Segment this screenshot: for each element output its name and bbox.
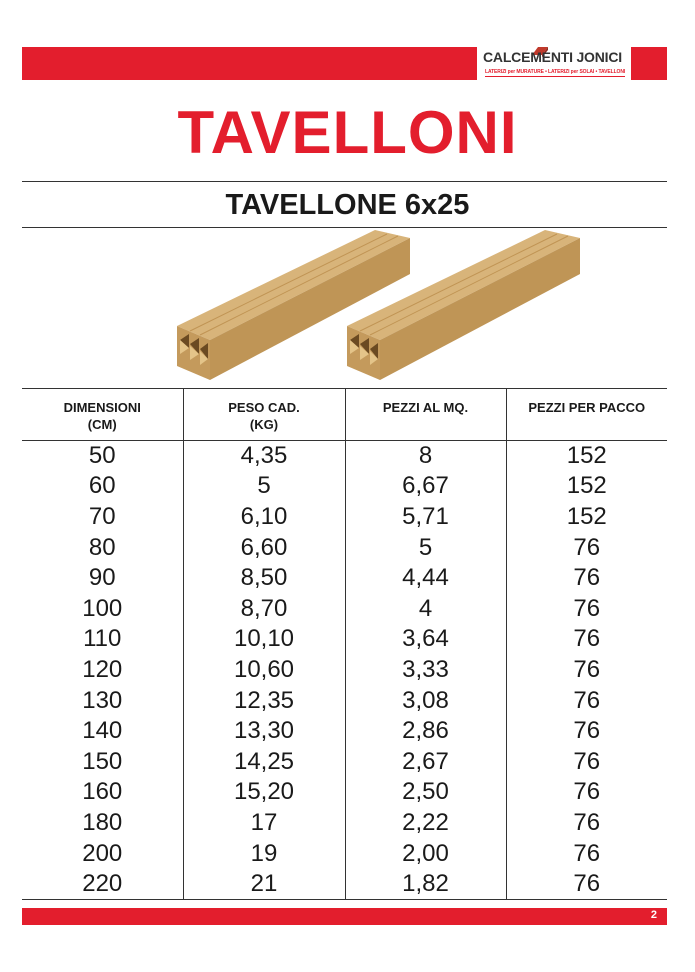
table-cell: 4: [345, 593, 506, 624]
table-cell: 3,64: [345, 624, 506, 655]
header-dimensioni: DIMENSIONI (CM): [22, 389, 183, 441]
table-cell: 152: [506, 502, 667, 533]
table-cell: 76: [506, 532, 667, 563]
table-cell: 130: [82, 686, 123, 714]
table-cell: 14,25: [183, 746, 345, 777]
table-cell: 60: [88, 472, 116, 500]
table-cell: 8,50: [183, 563, 345, 594]
table-cell: 5: [183, 471, 345, 502]
table-cell: 10,10: [183, 624, 345, 655]
table-row: [22, 838, 667, 869]
table-cell: 2,22: [345, 808, 506, 839]
table-cell: 120: [82, 655, 123, 683]
table-cell: 76: [506, 716, 667, 747]
table-row: [22, 532, 667, 563]
table-header-row: [22, 389, 667, 441]
table-row: [22, 563, 667, 594]
table-cell: 8,70: [183, 593, 345, 624]
table-cell: 76: [506, 655, 667, 686]
table-row: [22, 502, 667, 533]
table-cell: 76: [506, 838, 667, 869]
table-cell: 80: [88, 533, 116, 561]
table-cell: 140: [82, 717, 123, 745]
table-cell: 90: [88, 564, 116, 592]
table-cell: 15,20: [183, 777, 345, 808]
table-row: [22, 746, 667, 777]
table-cell: 76: [506, 808, 667, 839]
table-cell: 2,50: [345, 777, 506, 808]
table-cell: 2,00: [345, 838, 506, 869]
logo-text: CALCEMENTI JONICI: [483, 49, 622, 65]
table-cell: 76: [506, 777, 667, 808]
table-row: [22, 777, 667, 808]
table-cell: 10,60: [183, 655, 345, 686]
page-title: TAVELLONI: [177, 99, 518, 166]
table-cell: 21: [183, 869, 345, 900]
table-cell: 152: [506, 471, 667, 502]
table-cell: 1,82: [345, 869, 506, 900]
table-cell: 110: [83, 625, 122, 653]
table-cell: 3,08: [345, 685, 506, 716]
table-row: [22, 624, 667, 655]
table-row: [22, 655, 667, 686]
bottom-red-bar: [22, 908, 667, 925]
table-cell: 8: [345, 441, 506, 472]
table-cell: 200: [82, 839, 123, 867]
table-cell: 4,44: [345, 563, 506, 594]
table-cell: 3,33: [345, 655, 506, 686]
table-cell: 6,67: [345, 471, 506, 502]
table-cell: 4,35: [183, 441, 345, 472]
table-row: [22, 808, 667, 839]
table-cell: 76: [506, 593, 667, 624]
header-pezzi-mq: PEZZI AL MQ.: [345, 389, 506, 441]
table-cell: 50: [88, 442, 116, 470]
table-cell: 6,60: [183, 532, 345, 563]
title-rule-top: [22, 181, 667, 182]
header-pezzi-pacco: PEZZI PER PACCO: [506, 389, 667, 441]
table-cell: 220: [22, 869, 183, 900]
table-row: [22, 441, 667, 472]
table-cell: 5: [345, 532, 506, 563]
table-cell: 76: [506, 624, 667, 655]
table-cell: 13,30: [183, 716, 345, 747]
table-row: [22, 593, 667, 624]
table-cell: 180: [82, 808, 123, 836]
table-cell: 150: [82, 747, 123, 775]
table-cell: 19: [183, 838, 345, 869]
table-cell: 70: [88, 502, 116, 530]
table-cell: 2,86: [345, 716, 506, 747]
company-logo: [477, 44, 631, 84]
table-cell: 2,67: [345, 746, 506, 777]
logo-underline: [485, 76, 625, 77]
table-row: [22, 685, 667, 716]
table-cell: 152: [506, 441, 667, 472]
table-cell: 76: [506, 746, 667, 777]
table-row: [22, 471, 667, 502]
table-cell: 5,71: [345, 502, 506, 533]
table-row: [22, 869, 667, 900]
table-cell: 6,10: [183, 502, 345, 533]
page-number: 2: [650, 909, 657, 921]
tavellone-product-image-2: [335, 228, 585, 384]
product-subtitle: TAVELLONE 6x25: [225, 189, 470, 221]
table-cell: 76: [506, 685, 667, 716]
table-cell: 76: [506, 563, 667, 594]
logo-tagline: LATERIZI per MURATURE • LATERIZI per SOLAI • TAVELLONI: [485, 69, 625, 75]
table-row: [22, 716, 667, 747]
specification-table: [22, 388, 667, 900]
table-cell: 12,35: [183, 685, 345, 716]
table-cell: 100: [82, 594, 123, 622]
header-peso: PESO CAD. (KG): [183, 389, 345, 441]
table-cell: 17: [183, 808, 345, 839]
table-cell: 76: [506, 869, 667, 900]
table-cell: 160: [82, 778, 123, 806]
